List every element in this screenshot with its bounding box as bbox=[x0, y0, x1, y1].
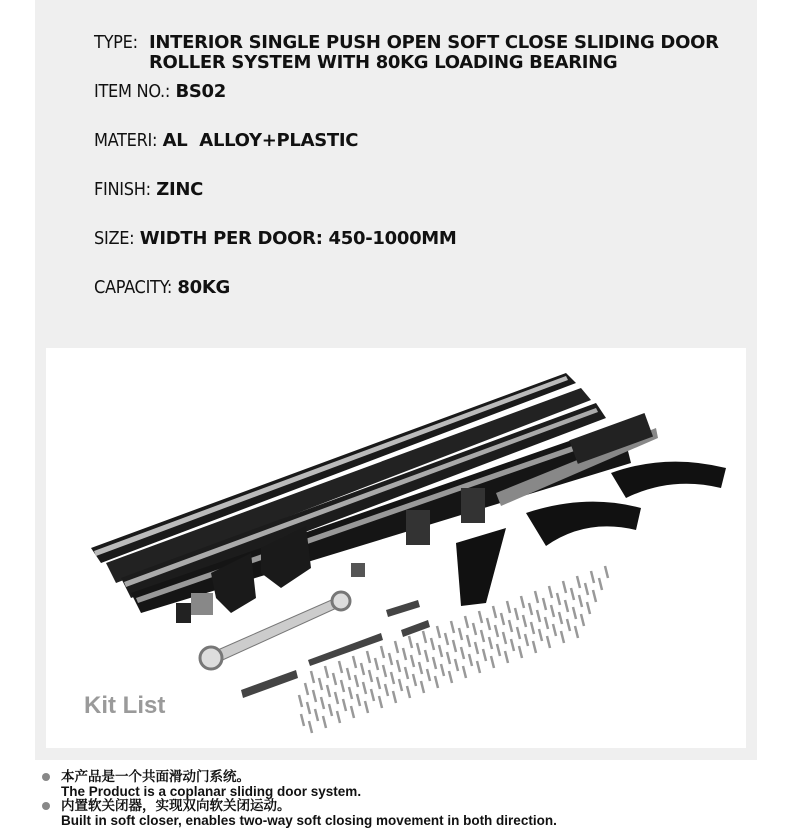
screw bbox=[379, 696, 382, 708]
screw bbox=[383, 665, 386, 677]
spec-item-no: ITEM NO.: BS02 bbox=[94, 81, 227, 102]
screw bbox=[497, 644, 500, 656]
screw bbox=[435, 676, 438, 688]
spec-type-value: INTERIOR SINGLE PUSH OPEN SOFT CLOSE SLIDING DOOR ROLLER SYSTEM WITH 80KG LOADING BEARING bbox=[149, 32, 719, 73]
screw bbox=[483, 649, 486, 661]
screw bbox=[489, 637, 492, 649]
kit-list-caption: Kit List bbox=[84, 692, 166, 719]
screw bbox=[389, 653, 392, 665]
screw bbox=[481, 630, 484, 642]
screw bbox=[397, 660, 400, 672]
screw bbox=[349, 687, 352, 699]
screw bbox=[549, 586, 552, 598]
screw bbox=[423, 631, 426, 643]
screw bbox=[545, 617, 548, 629]
screw bbox=[543, 598, 546, 610]
screw bbox=[445, 633, 448, 645]
screw bbox=[605, 566, 608, 578]
screw bbox=[315, 709, 318, 721]
screw bbox=[551, 605, 554, 617]
screw bbox=[353, 656, 356, 668]
screw bbox=[571, 588, 574, 600]
screw bbox=[451, 621, 454, 633]
screw bbox=[411, 655, 414, 667]
screw bbox=[459, 628, 462, 640]
screw bbox=[477, 661, 480, 673]
screw bbox=[307, 702, 310, 714]
screw bbox=[377, 677, 380, 689]
screw bbox=[563, 581, 566, 593]
screw bbox=[559, 612, 562, 624]
bullet-icon bbox=[42, 802, 50, 810]
screw bbox=[439, 645, 442, 657]
spec-finish: FINISH: ZINC bbox=[94, 179, 204, 200]
screw bbox=[393, 691, 396, 703]
screw bbox=[467, 635, 470, 647]
screw bbox=[301, 714, 304, 726]
screw bbox=[425, 650, 428, 662]
screw bbox=[473, 623, 476, 635]
screw bbox=[463, 666, 466, 678]
screw bbox=[523, 615, 526, 627]
screw bbox=[519, 646, 522, 658]
screw bbox=[381, 646, 384, 658]
screw bbox=[407, 686, 410, 698]
kit-product-image bbox=[46, 348, 746, 748]
screw bbox=[587, 602, 590, 614]
screw bbox=[449, 671, 452, 683]
product-notes bbox=[40, 770, 557, 828]
screw bbox=[357, 694, 360, 706]
screw bbox=[501, 613, 504, 625]
screw bbox=[537, 610, 540, 622]
screw bbox=[311, 671, 314, 683]
screw bbox=[367, 651, 370, 663]
screw bbox=[577, 576, 580, 588]
screw bbox=[347, 668, 350, 680]
screw bbox=[599, 578, 602, 590]
screw bbox=[515, 608, 518, 620]
screw bbox=[491, 656, 494, 668]
screw bbox=[363, 682, 366, 694]
screw bbox=[455, 659, 458, 671]
bullet-icon bbox=[42, 773, 50, 781]
screw bbox=[433, 657, 436, 669]
screw bbox=[427, 669, 430, 681]
spec-material: MATERI: AL ALLOY+PLASTIC bbox=[94, 130, 359, 151]
screw bbox=[529, 603, 532, 615]
screw bbox=[371, 689, 374, 701]
screw bbox=[409, 636, 412, 648]
screw bbox=[533, 641, 536, 653]
screw bbox=[339, 661, 342, 673]
screw bbox=[299, 695, 302, 707]
screw bbox=[573, 607, 576, 619]
screw bbox=[403, 648, 406, 660]
screw bbox=[567, 619, 570, 631]
screw bbox=[517, 627, 520, 639]
screw bbox=[593, 590, 596, 602]
screw bbox=[327, 685, 330, 697]
screw bbox=[343, 699, 346, 711]
screw bbox=[391, 672, 394, 684]
screw bbox=[399, 679, 402, 691]
screw bbox=[413, 674, 416, 686]
screw bbox=[505, 651, 508, 663]
screw bbox=[419, 662, 422, 674]
screw bbox=[575, 626, 578, 638]
screw bbox=[417, 643, 420, 655]
screw bbox=[461, 647, 464, 659]
spec-capacity: CAPACITY: 80KG bbox=[94, 277, 230, 298]
screw bbox=[535, 591, 538, 603]
screw bbox=[479, 611, 482, 623]
screw bbox=[319, 678, 322, 690]
screw bbox=[431, 638, 434, 650]
screw bbox=[475, 642, 478, 654]
screw bbox=[441, 664, 444, 676]
screw bbox=[329, 704, 332, 716]
screw bbox=[503, 632, 506, 644]
screw bbox=[469, 654, 472, 666]
screw bbox=[521, 596, 524, 608]
kit-illustration bbox=[46, 348, 746, 748]
screw bbox=[323, 716, 326, 728]
screw bbox=[591, 571, 594, 583]
screw bbox=[309, 721, 312, 733]
spec-size: SIZE: WIDTH PER DOOR: 450-1000MM bbox=[94, 228, 457, 249]
screw bbox=[507, 601, 510, 613]
screw bbox=[565, 600, 568, 612]
screw bbox=[465, 616, 468, 628]
screw bbox=[405, 667, 408, 679]
screw bbox=[365, 701, 368, 713]
screw bbox=[337, 711, 340, 723]
screw bbox=[421, 681, 424, 693]
screw bbox=[355, 675, 358, 687]
screw bbox=[553, 624, 556, 636]
screw bbox=[447, 652, 450, 664]
screw bbox=[335, 692, 338, 704]
screw bbox=[531, 622, 534, 634]
screw bbox=[525, 634, 528, 646]
screw bbox=[493, 606, 496, 618]
screw bbox=[375, 658, 378, 670]
screw bbox=[305, 683, 308, 695]
screw bbox=[395, 641, 398, 653]
screw bbox=[341, 680, 344, 692]
screw bbox=[561, 631, 564, 643]
screw bbox=[361, 663, 364, 675]
screw bbox=[495, 625, 498, 637]
screw bbox=[539, 629, 542, 641]
screw bbox=[547, 636, 550, 648]
screw bbox=[369, 670, 372, 682]
screw bbox=[579, 595, 582, 607]
screw bbox=[321, 697, 324, 709]
note-item: 内置软关闭器，实现双向软关闭运动。 Built in soft closer, enables two-way soft closing movement in both direction. bbox=[40, 799, 557, 828]
screw bbox=[557, 593, 560, 605]
screw bbox=[511, 639, 514, 651]
spec-type: TYPE: bbox=[94, 32, 138, 53]
note-item: 本产品是一个共面滑动门系统。 The Product is a coplanar sliding door system. bbox=[40, 770, 557, 799]
screw bbox=[351, 706, 354, 718]
screw bbox=[581, 614, 584, 626]
screw bbox=[585, 583, 588, 595]
screw bbox=[313, 690, 316, 702]
screw bbox=[325, 666, 328, 678]
screw bbox=[437, 626, 440, 638]
screw bbox=[385, 684, 388, 696]
screw bbox=[509, 620, 512, 632]
screw bbox=[487, 618, 490, 630]
screw bbox=[453, 640, 456, 652]
screw bbox=[333, 673, 336, 685]
